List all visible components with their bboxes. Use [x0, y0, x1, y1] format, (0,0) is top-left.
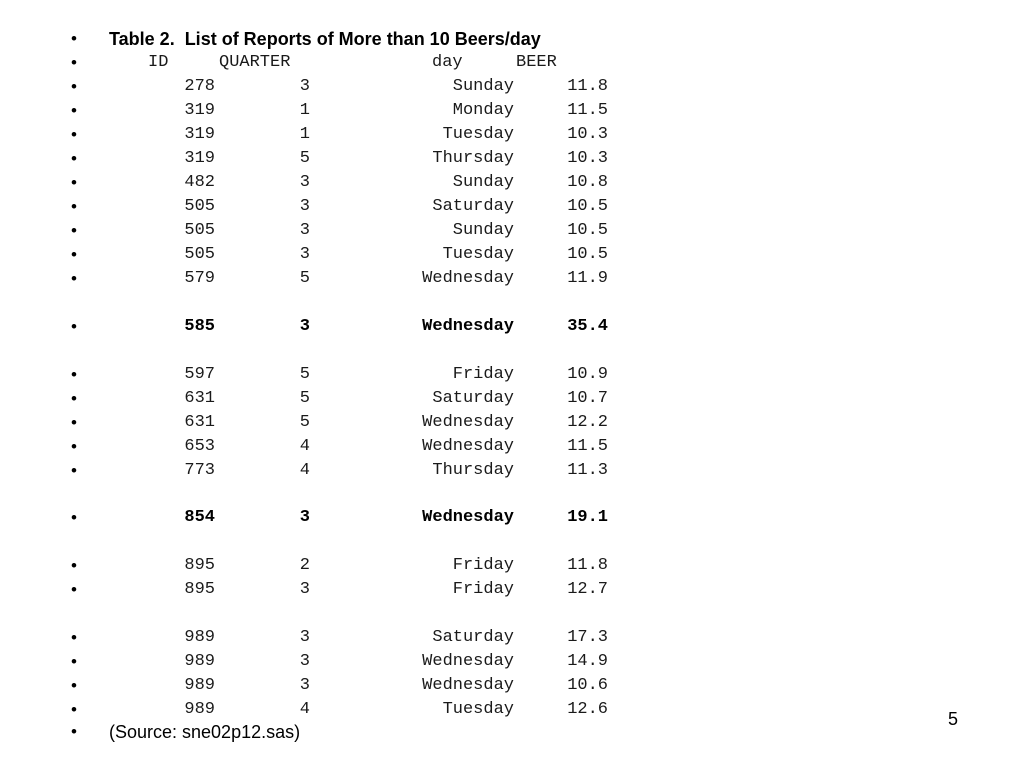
- cell-quarter: 3: [299, 652, 310, 671]
- bullet: •: [71, 317, 77, 336]
- cell-quarter: 3: [299, 317, 310, 336]
- cell-day: Wednesday: [422, 413, 514, 432]
- cell-beer: 14.9: [567, 652, 608, 671]
- cell-id: 579: [184, 269, 215, 288]
- table-row: [0, 363, 700, 387]
- cell-day: Wednesday: [422, 652, 514, 671]
- table-row: [0, 554, 700, 578]
- header-id: ID: [148, 53, 169, 72]
- bullet: •: [71, 580, 77, 599]
- cell-quarter: 3: [299, 676, 310, 695]
- bullet: •: [71, 269, 77, 288]
- cell-beer: 11.5: [567, 101, 608, 120]
- cell-id: 989: [184, 652, 215, 671]
- cell-id: 505: [184, 245, 215, 264]
- bullet: •: [71, 197, 77, 216]
- cell-id: 505: [184, 221, 215, 240]
- table-row: [0, 626, 700, 650]
- cell-quarter: 2: [299, 556, 310, 575]
- cell-id: 319: [184, 125, 215, 144]
- cell-beer: 11.5: [567, 437, 608, 456]
- cell-day: Sunday: [452, 77, 514, 96]
- cell-quarter: 1: [299, 125, 310, 144]
- bullet: •: [71, 365, 77, 384]
- cell-beer: 11.9: [567, 269, 608, 288]
- cell-beer: 35.4: [567, 317, 608, 336]
- bullet: •: [71, 29, 77, 48]
- header-day: day: [432, 53, 463, 72]
- cell-day: Friday: [452, 556, 514, 575]
- cell-beer: 11.3: [567, 461, 608, 480]
- header-beer: BEER: [516, 53, 557, 72]
- table-row: [0, 459, 700, 483]
- bullet: •: [71, 53, 77, 72]
- table-row: [0, 123, 700, 147]
- table-row: [0, 387, 700, 411]
- table-row: [0, 411, 700, 435]
- cell-day: Thursday: [432, 461, 514, 480]
- table-row: [0, 315, 700, 339]
- table-row: [0, 267, 700, 291]
- table-row: [0, 698, 700, 722]
- cell-beer: 10.3: [567, 125, 608, 144]
- cell-beer: 10.5: [567, 221, 608, 240]
- cell-quarter: 3: [299, 245, 310, 264]
- cell-day: Wednesday: [422, 317, 514, 336]
- table-row: [0, 75, 700, 99]
- cell-id: 773: [184, 461, 215, 480]
- cell-day: Tuesday: [442, 125, 514, 144]
- bullet: •: [71, 173, 77, 192]
- cell-quarter: 4: [299, 700, 310, 719]
- cell-id: 278: [184, 77, 215, 96]
- cell-beer: 10.9: [567, 365, 608, 384]
- bullet: •: [71, 125, 77, 144]
- cell-beer: 10.6: [567, 676, 608, 695]
- cell-quarter: 3: [299, 197, 310, 216]
- cell-quarter: 5: [299, 389, 310, 408]
- page-number: 5: [948, 709, 959, 729]
- table-row: [0, 99, 700, 123]
- table-row: [0, 171, 700, 195]
- bullet: •: [71, 101, 77, 120]
- table-row: [0, 435, 700, 459]
- cell-quarter: 3: [299, 628, 310, 647]
- cell-day: Monday: [452, 101, 514, 120]
- bullet: •: [71, 413, 77, 432]
- cell-id: 597: [184, 365, 215, 384]
- cell-beer: 10.7: [567, 389, 608, 408]
- table-row: [0, 147, 700, 171]
- cell-day: Tuesday: [442, 245, 514, 264]
- table-row: [0, 195, 700, 219]
- cell-day: Saturday: [432, 389, 514, 408]
- cell-id: 989: [184, 700, 215, 719]
- cell-day: Wednesday: [422, 437, 514, 456]
- cell-beer: 10.5: [567, 245, 608, 264]
- cell-beer: 12.2: [567, 413, 608, 432]
- source-note: (Source: sne02p12.sas): [109, 722, 301, 742]
- cell-beer: 11.8: [567, 556, 608, 575]
- cell-id: 895: [184, 580, 215, 599]
- bullet: •: [71, 221, 77, 240]
- cell-quarter: 3: [299, 173, 310, 192]
- title-line: [0, 27, 700, 51]
- table-row: [0, 650, 700, 674]
- cell-quarter: 5: [299, 149, 310, 168]
- source-line: [0, 720, 700, 744]
- bullet: •: [71, 508, 77, 527]
- cell-beer: 10.8: [567, 173, 608, 192]
- bullet: •: [71, 556, 77, 575]
- cell-id: 482: [184, 173, 215, 192]
- cell-day: Friday: [452, 580, 514, 599]
- cell-day: Wednesday: [422, 269, 514, 288]
- cell-quarter: 4: [299, 461, 310, 480]
- bullet: •: [71, 245, 77, 264]
- header-quarter: QUARTER: [219, 53, 291, 72]
- cell-id: 319: [184, 101, 215, 120]
- bullet: •: [71, 676, 77, 695]
- table-title: Table 2. List of Reports of More than 10 Beers/day: [109, 29, 541, 49]
- cell-id: 989: [184, 628, 215, 647]
- cell-beer: 17.3: [567, 628, 608, 647]
- cell-day: Saturday: [432, 628, 514, 647]
- table-row: [0, 243, 700, 267]
- cell-quarter: 5: [299, 269, 310, 288]
- table-header-row: [0, 51, 700, 75]
- cell-quarter: 5: [299, 365, 310, 384]
- cell-beer: 19.1: [567, 508, 608, 527]
- cell-id: 585: [184, 317, 215, 336]
- table-row: [0, 674, 700, 698]
- cell-beer: 10.3: [567, 149, 608, 168]
- cell-day: Sunday: [452, 173, 514, 192]
- bullet: •: [71, 389, 77, 408]
- cell-quarter: 3: [299, 221, 310, 240]
- cell-id: 505: [184, 197, 215, 216]
- cell-id: 319: [184, 149, 215, 168]
- bullet: •: [71, 437, 77, 456]
- cell-beer: 12.7: [567, 580, 608, 599]
- cell-day: Wednesday: [422, 508, 514, 527]
- cell-day: Wednesday: [422, 676, 514, 695]
- cell-quarter: 3: [299, 508, 310, 527]
- bullet: •: [71, 461, 77, 480]
- cell-id: 895: [184, 556, 215, 575]
- table-row: [0, 506, 700, 530]
- cell-id: 631: [184, 389, 215, 408]
- table-row: [0, 219, 700, 243]
- bullet: •: [71, 628, 77, 647]
- cell-quarter: 3: [299, 77, 310, 96]
- cell-id: 653: [184, 437, 215, 456]
- cell-quarter: 1: [299, 101, 310, 120]
- bullet: •: [71, 77, 77, 96]
- cell-day: Sunday: [452, 221, 514, 240]
- bullet: •: [71, 149, 77, 168]
- cell-quarter: 3: [299, 580, 310, 599]
- bullet: •: [71, 652, 77, 671]
- cell-id: 854: [184, 508, 215, 527]
- cell-beer: 11.8: [567, 77, 608, 96]
- table-row: [0, 578, 700, 602]
- cell-id: 631: [184, 413, 215, 432]
- cell-quarter: 5: [299, 413, 310, 432]
- cell-beer: 10.5: [567, 197, 608, 216]
- cell-beer: 12.6: [567, 700, 608, 719]
- cell-id: 989: [184, 676, 215, 695]
- bullet: •: [71, 722, 77, 741]
- cell-day: Saturday: [432, 197, 514, 216]
- cell-day: Friday: [452, 365, 514, 384]
- cell-day: Thursday: [432, 149, 514, 168]
- cell-quarter: 4: [299, 437, 310, 456]
- cell-day: Tuesday: [442, 700, 514, 719]
- bullet: •: [71, 700, 77, 719]
